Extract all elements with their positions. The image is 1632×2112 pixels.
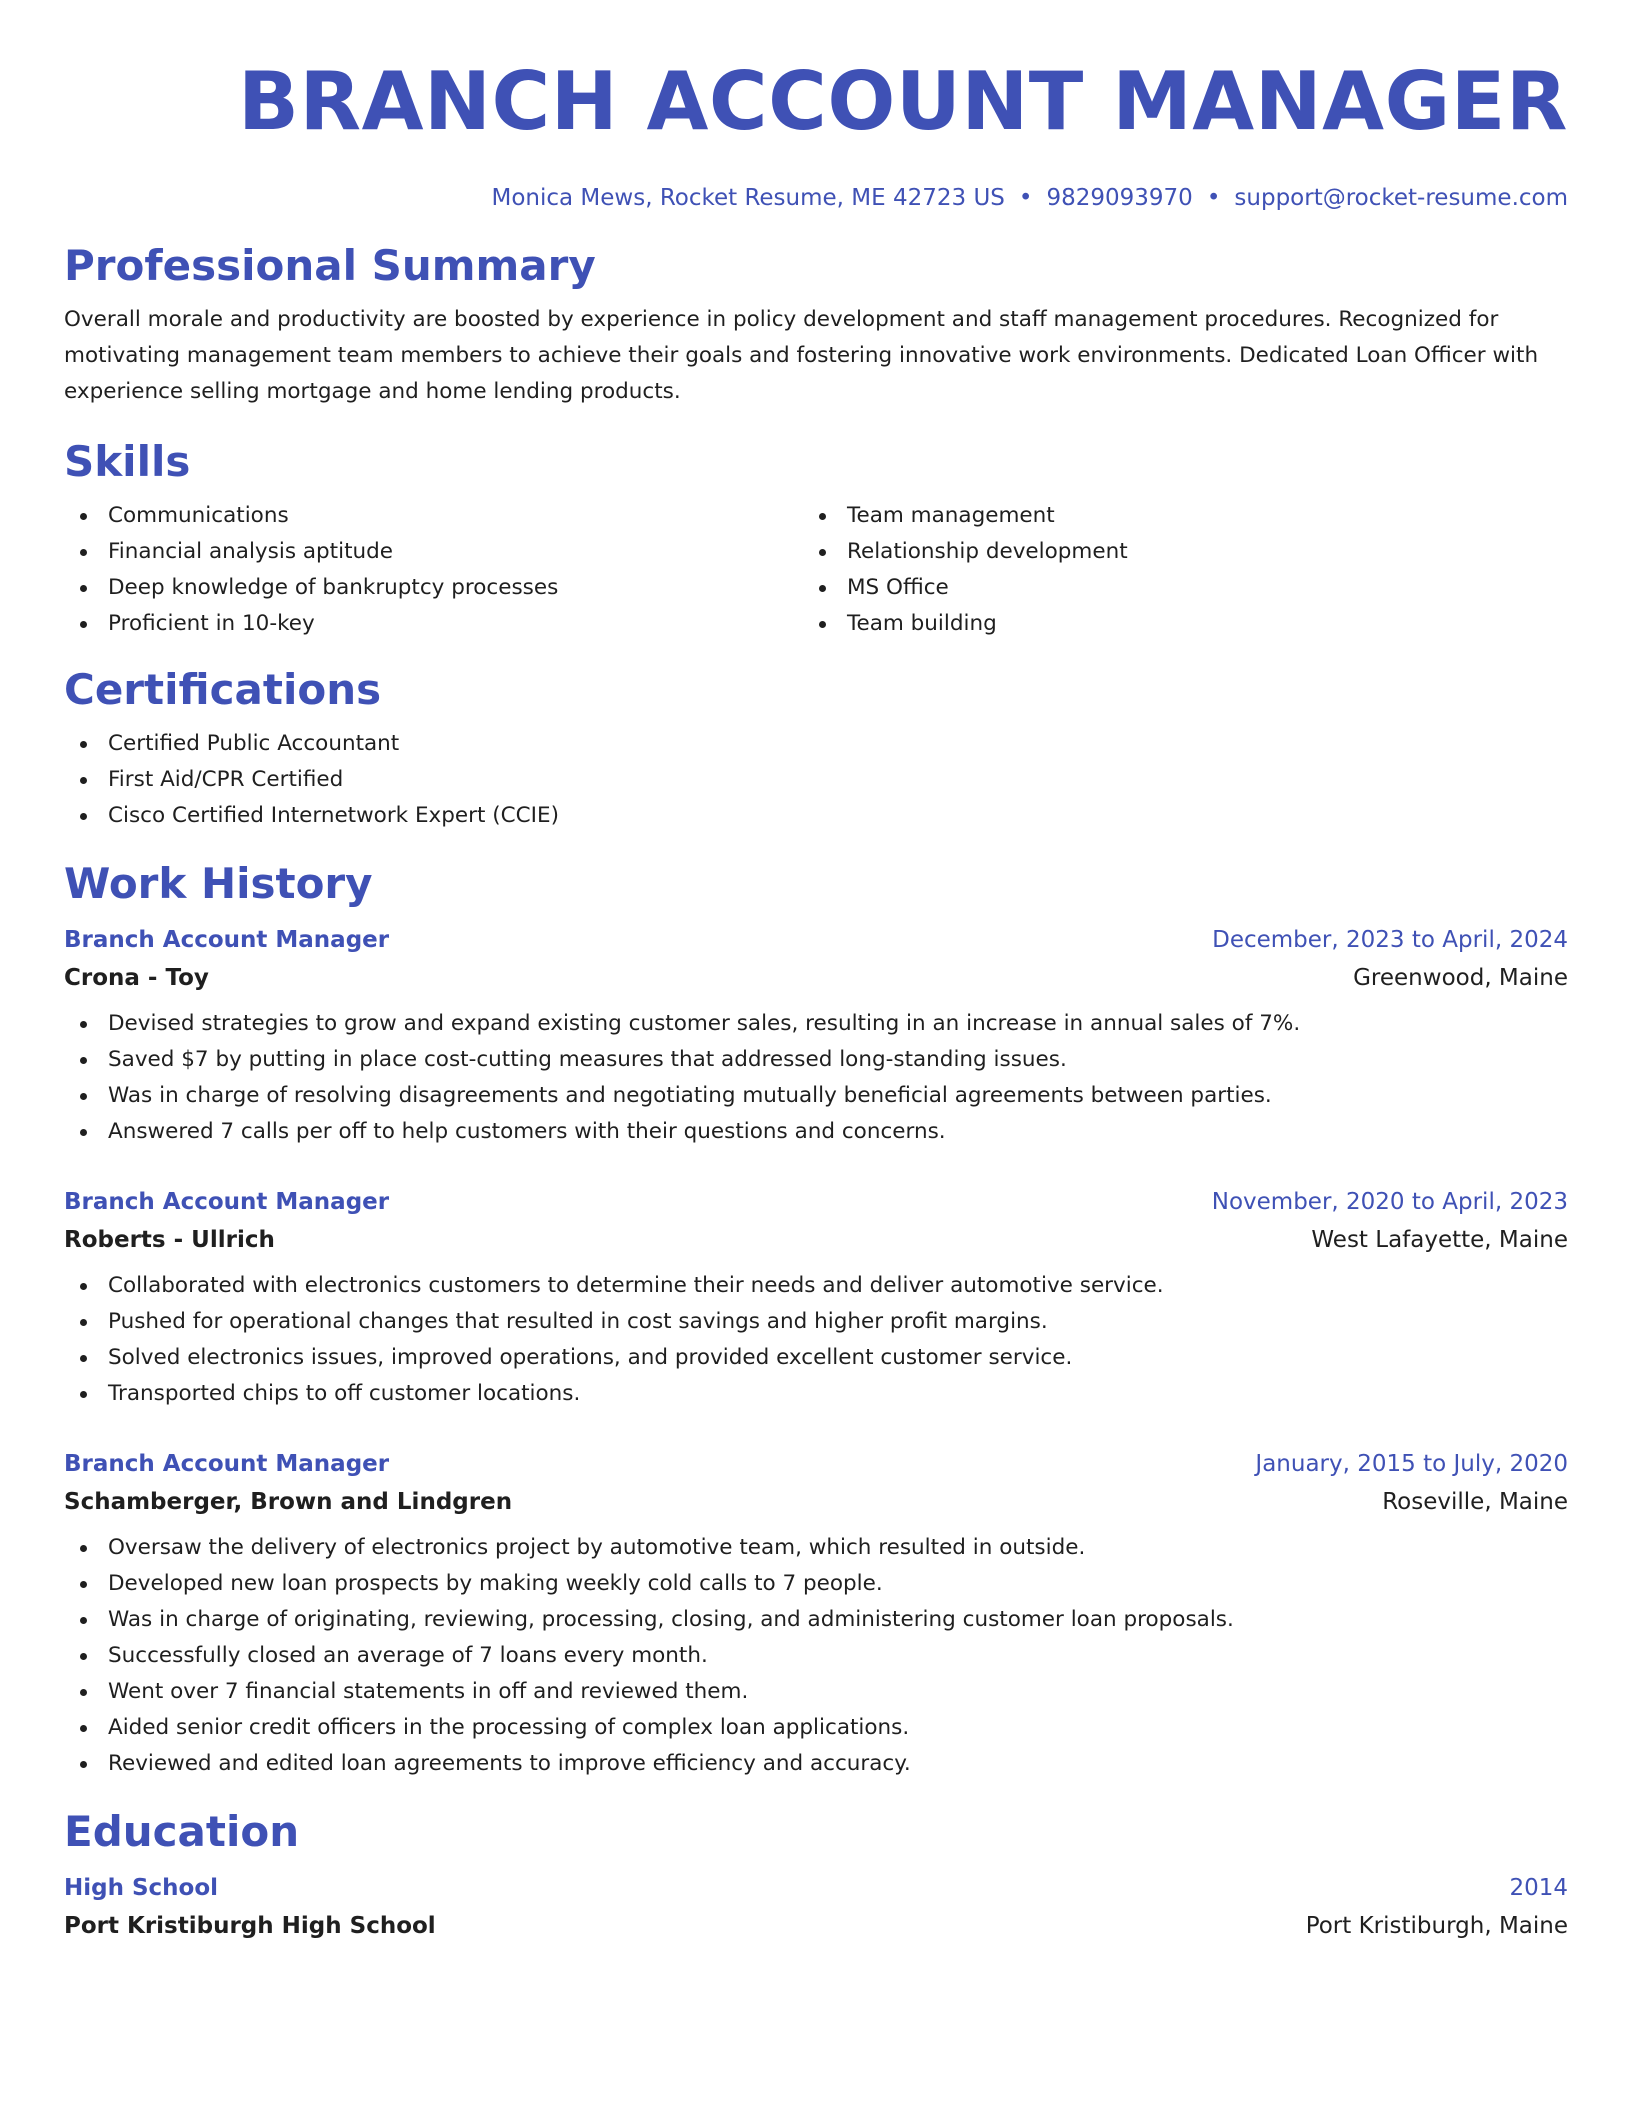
- job-bullets: [64, 1530, 1568, 1782]
- education-year: 2014: [1509, 1875, 1568, 1901]
- job-company-row: [64, 1486, 1568, 1518]
- skill-item: Team building: [803, 606, 1568, 642]
- job-header-row: [64, 1448, 1568, 1480]
- skill-item: Financial analysis aptitude: [64, 534, 803, 570]
- job-company: Schamberger, Brown and Lindgren: [64, 1489, 513, 1515]
- job-bullet: Went over 7 financial statements in off and reviewed them.: [64, 1674, 1568, 1710]
- job-bullet: Aided senior credit officers in the processing of complex loan applications.: [64, 1710, 1568, 1746]
- education-entry: [64, 1872, 1568, 1942]
- education-header-row: [64, 1872, 1568, 1904]
- job-company-row: [64, 962, 1568, 994]
- job-bullet: Was in charge of originating, reviewing, processing, closing, and administering customer loan proposals.: [64, 1602, 1568, 1638]
- job-title: Branch Account Manager: [64, 1189, 390, 1215]
- education-section: [64, 1806, 1568, 1942]
- contact-address: Monica Mews, Rocket Resume, ME 42723 US: [491, 185, 1005, 211]
- education-heading: Education: [64, 1807, 300, 1856]
- job-location: Greenwood, Maine: [1353, 965, 1568, 991]
- skill-item: Communications: [64, 498, 803, 534]
- job-dates: December, 2023 to April, 2024: [1212, 927, 1568, 953]
- certifications-list: [64, 726, 1568, 834]
- job-entry: [64, 924, 1568, 1150]
- job-dates: November, 2020 to April, 2023: [1211, 1189, 1568, 1215]
- certifications-section: [64, 664, 1568, 834]
- skills-grid: [64, 498, 1568, 642]
- job-bullet: Pushed for operational changes that resulted in cost savings and higher profit margins.: [64, 1304, 1568, 1340]
- job-header-row: [64, 1186, 1568, 1218]
- job-location: Roseville, Maine: [1382, 1489, 1568, 1515]
- job-title: Branch Account Manager: [64, 1451, 390, 1477]
- skill-item: Relationship development: [803, 534, 1568, 570]
- job-bullet: Oversaw the delivery of electronics project by automotive team, which resulted in outside.: [64, 1530, 1568, 1566]
- work-history-section: [64, 858, 1568, 1782]
- job-bullet: Devised strategies to grow and expand existing customer sales, resulting in an increase in annual sales of 7%.: [64, 1006, 1568, 1042]
- certification-item: Certified Public Accountant: [64, 726, 1568, 762]
- summary-text: Overall morale and productivity are boosted by experience in policy development and staff management procedures. Recognized for motivating management team members to achieve their goals and fostering innovative work environments. Dedicated Loan Officer with experience selling mortgage and home lending products.: [64, 307, 1539, 404]
- skills-section: [64, 436, 1568, 642]
- job-title: Branch Account Manager: [64, 927, 390, 953]
- education-school-row: [64, 1910, 1568, 1942]
- work-history-heading: Work History: [64, 859, 373, 908]
- education-school: Port Kristiburgh High School: [64, 1913, 436, 1939]
- skill-item: MS Office: [803, 570, 1568, 606]
- job-bullet: Reviewed and edited loan agreements to improve efficiency and accuracy.: [64, 1746, 1568, 1782]
- contact-separator: •: [1018, 185, 1033, 211]
- job-dates: January, 2015 to July, 2020: [1255, 1451, 1568, 1477]
- job-location: West Lafayette, Maine: [1311, 1227, 1568, 1253]
- contact-phone: 9829093970: [1046, 185, 1193, 211]
- summary-section: [64, 240, 1568, 410]
- job-company: Roberts - Ullrich: [64, 1227, 275, 1253]
- skill-item: Deep knowledge of bankruptcy processes: [64, 570, 803, 606]
- contact-separator: •: [1206, 185, 1221, 211]
- summary-heading: Professional Summary: [64, 241, 596, 290]
- job-header-row: [64, 924, 1568, 956]
- job-bullet: Was in charge of resolving disagreements and negotiating mutually beneficial agreements between parties.: [64, 1078, 1568, 1114]
- job-bullets: [64, 1268, 1568, 1412]
- job-entry: [64, 1186, 1568, 1412]
- certification-item: First Aid/CPR Certified: [64, 762, 1568, 798]
- certification-item: Cisco Certified Internetwork Expert (CCIE): [64, 798, 1568, 834]
- job-bullet: Saved $7 by putting in place cost-cutting measures that addressed long-standing issues.: [64, 1042, 1568, 1078]
- job-company-row: [64, 1224, 1568, 1256]
- contact-email[interactable]: support@rocket-resume.com: [1234, 185, 1568, 211]
- skills-list-right: [803, 498, 1568, 642]
- skill-item: Team management: [803, 498, 1568, 534]
- job-bullets: [64, 1006, 1568, 1150]
- skill-item: Proficient in 10-key: [64, 606, 803, 642]
- job-bullet: Successfully closed an average of 7 loans every month.: [64, 1638, 1568, 1674]
- resume-name: BRANCH ACCOUNT MANAGER: [238, 55, 1568, 148]
- education-location: Port Kristiburgh, Maine: [1305, 1913, 1568, 1939]
- skills-heading: Skills: [64, 437, 191, 486]
- job-entry: [64, 1448, 1568, 1782]
- job-bullet: Transported chips to off customer locations.: [64, 1376, 1568, 1412]
- certifications-heading: Certifications: [64, 665, 382, 714]
- job-bullet: Developed new loan prospects by making weekly cold calls to 7 people.: [64, 1566, 1568, 1602]
- resume-header: [64, 0, 1568, 214]
- skills-list-left: [64, 498, 803, 642]
- job-bullet: Answered 7 calls per off to help customers with their questions and concerns.: [64, 1114, 1568, 1150]
- job-company: Crona - Toy: [64, 965, 209, 991]
- contact-line: [64, 182, 1568, 214]
- job-bullet: Collaborated with electronics customers to determine their needs and deliver automotive service.: [64, 1268, 1568, 1304]
- education-degree: High School: [64, 1875, 219, 1901]
- job-bullet: Solved electronics issues, improved operations, and provided excellent customer service.: [64, 1340, 1568, 1376]
